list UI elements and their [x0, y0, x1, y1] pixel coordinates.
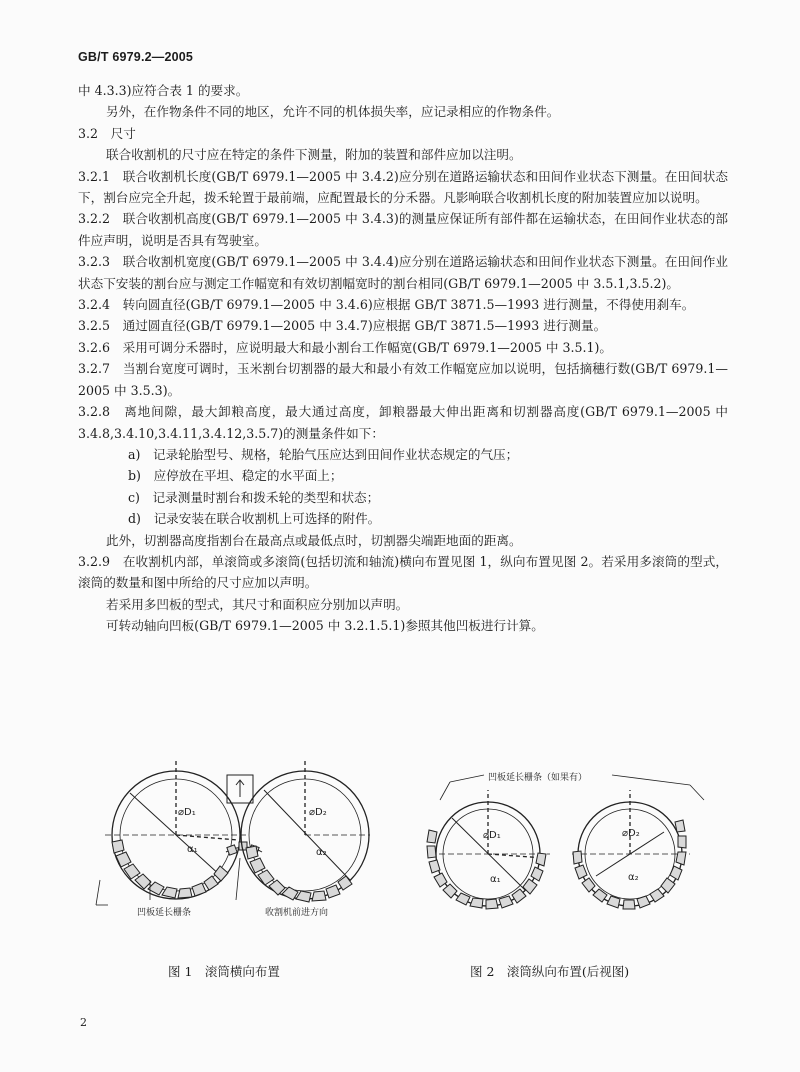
paragraph: 3.2.9 在收割机内部，单滚筒或多滚筒(包括切流和轴流)横向布置见图 1，纵向布置见图 2。若采用多滚筒的型式，滚筒的数量和图中所给的尺寸应加以声明。: [78, 553, 728, 591]
fig1-label-a2: α₂: [316, 847, 327, 858]
fig2-label-grate: 凹板延长栅条（如果有）: [488, 773, 588, 783]
paragraph: 若采用多凹板的型式，其尺寸和面积应分别加以声明。: [106, 596, 409, 612]
paragraph: 3.2.7 当割台宽度可调时，玉米割台切割器的最大和最小有效工作幅宽应加以说明，包括摘穗行数(GB/T 6979.1—2005 中 3.5.3)。: [78, 361, 728, 398]
fig2-label-d2: ⌀D₂: [622, 828, 640, 839]
paragraph: d) 记录安装在联合收割机上可选择的附件。: [128, 511, 381, 527]
fig1-label-direction: 收割机前进方向: [265, 908, 329, 918]
paragraph: 3.2.4 转向圆直径(GB/T 6979.1—2005 中 3.4.6)应根据 GB/T 3871.5—1993 进行测量，不得使用刹车。: [78, 297, 695, 313]
figure-1-drawing: [96, 760, 370, 905]
fig2-label-d1: ⌀D₁: [483, 830, 501, 841]
fig1-label-d1: ⌀D₁: [178, 807, 196, 818]
fig1-concave-1: [112, 840, 228, 898]
fig1-label-d2: ⌀D₂: [309, 807, 327, 818]
paragraph: 可转动轴向凹板(GB/T 6979.1—2005 中 3.2.1.5.1)参照其他凹板进行计算。: [106, 618, 544, 634]
paragraph: 3.2.3 联合收割机宽度(GB/T 6979.1—2005 中 3.4.4)应分别在道路运输状态和田间作业状态下测量。在田间作业状态下安装的割台应与测定工作幅宽和有效切割幅宽时的割台相同(GB/T 6979.1—2005 中 3.5.1,3.5.2)。: [78, 254, 728, 291]
fig2-label-a1: α₁: [490, 874, 501, 885]
fig2-label-a2: α₂: [628, 872, 639, 883]
figure-2-caption: 图 2 滚筒纵向布置(后视图): [470, 964, 630, 979]
fig1-label-grate: 凹板延长栅条: [137, 908, 192, 918]
page-number: 2: [80, 1016, 87, 1029]
paragraph: 3.2.2 联合收割机高度(GB/T 6979.1—2005 中 3.4.3)的测量应保证所有部件都在运输状态，在田间作业状态的部件应声明，说明是否具有驾驶室。: [78, 211, 728, 248]
paragraph: b) 应停放在平坦、稳定的水平面上；: [128, 468, 343, 484]
fig1-concave-2: [246, 846, 352, 902]
paragraph: 3.2.1 联合收割机长度(GB/T 6979.1—2005 中 3.4.2)应分别在道路运输状态和田间作业状态下测量。在田间状态下，割台应完全升起，拨禾轮置于最前端，应配置最长的分禾器。凡影响联合收割机长度的附加装置应加以说明。: [78, 168, 728, 206]
fig1-label-a1: α₁: [187, 844, 198, 855]
paragraph: c) 记录测量时割台和拨禾轮的类型和状态；: [128, 489, 380, 505]
paragraph: 此外，切割器高度指割台在最高点或最低点时，切割器尖端距地面的距离。: [106, 532, 522, 548]
paragraph: 另外，在作物条件不同的地区，允许不同的机体损失率，应记录相应的作物条件。: [106, 104, 560, 120]
paragraph: 3.2.6 采用可调分禾器时，应说明最大和最小割台工作幅宽(GB/T 6979.1—2005 中 3.5.1)。: [78, 339, 613, 355]
figure-1-caption: 图 1 滚筒横向布置: [168, 964, 280, 979]
paragraph: a) 记录轮胎型号、规格，轮胎气压应达到田间作业状态规定的气压；: [128, 446, 519, 462]
paragraph: 3.2 尺寸: [78, 125, 136, 141]
paragraph: 3.2.8 离地间隙，最大卸粮高度，最大通过高度，卸粮器最大伸出距离和切割器高度(GB/T 6979.1—2005 中 3.4.8,3.4.10,3.4.11,3.4.12,3.5.7)的测量条件如下：: [78, 404, 728, 441]
paragraph: 中 4.3.3)应符合表 1 的要求。: [78, 83, 249, 98]
standard-number: GB/T 6979.2—2005: [78, 50, 194, 64]
paragraph: 3.2.5 通过圆直径(GB/T 6979.1—2005 中 3.4.7)应根据 GB/T 3871.5—1993 进行测量。: [78, 318, 607, 334]
paragraph: 联合收割机的尺寸应在特定的条件下测量，附加的装置和部件应加以注明。: [106, 147, 522, 163]
figure-2-drawing: [427, 775, 704, 909]
